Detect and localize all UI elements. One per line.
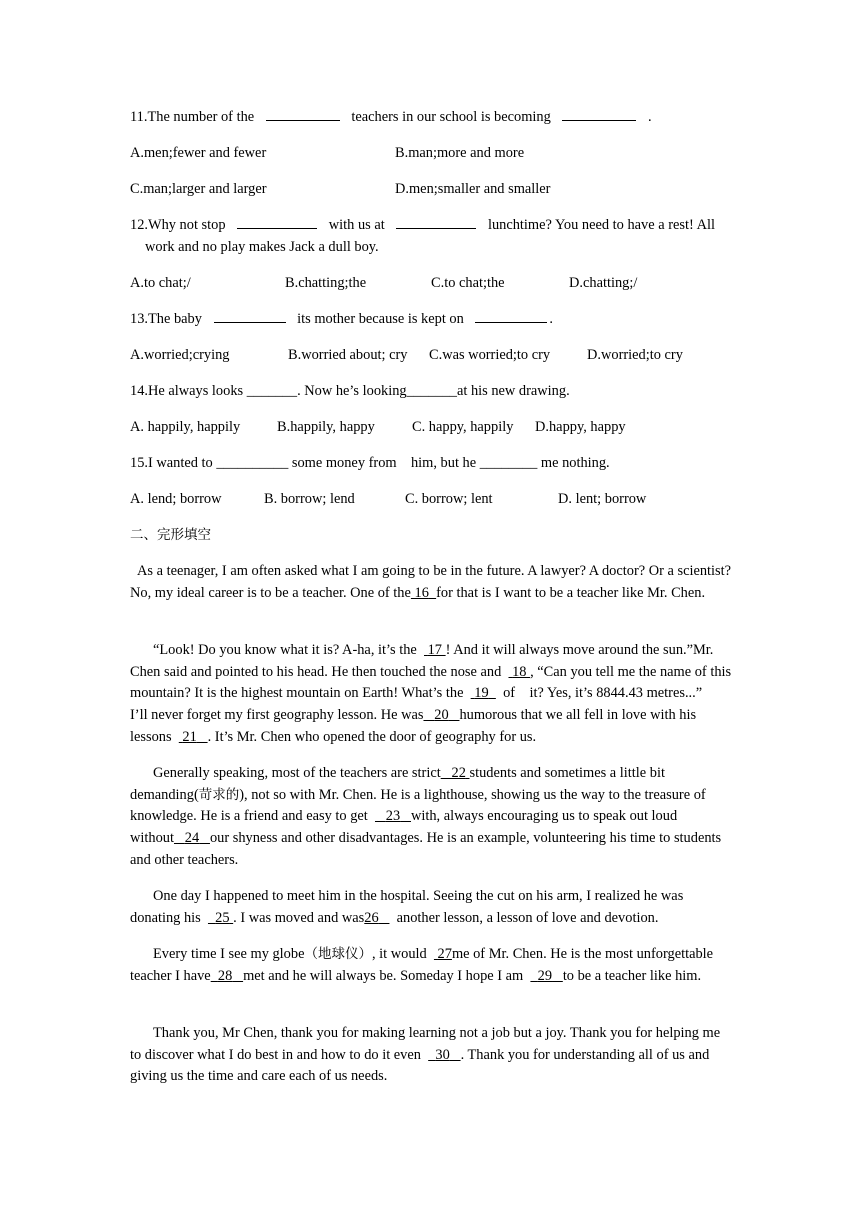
blank-25: 25 xyxy=(215,909,230,926)
q11-text-3: . xyxy=(648,109,652,125)
passage-paragraph-1: As a teenager, I am often asked what I am going to be in the future. A lawyer? A doctor? Or a scientist? No, my ideal career is to be a teacher. One of the 16 for that is I want to be a teacher like Mr. Chen. xyxy=(130,563,732,601)
q11-text-2: teachers in our school is becoming xyxy=(351,109,551,125)
q15-option-c: C. borrow; lent xyxy=(405,491,493,507)
q13-option-a: A.worried;crying xyxy=(130,347,230,363)
q14-option-b: B.happily, happy xyxy=(277,419,375,435)
q11-option-a: A.men;fewer and fewer xyxy=(130,145,267,161)
q14-option-a: A. happily, happily xyxy=(130,419,241,435)
q11-blank-2 xyxy=(562,106,636,121)
blank-21: 21 xyxy=(182,728,197,745)
passage-paragraph-3: Generally speaking, most of the teachers are strict 22 students and sometimes a little bit demanding(苛求的), not so with Mr. Chen. He is a lighthouse, showing us the way to the treasure of knowledge. He is a friend and easy to get 23 with, always encouraging us to speak out loud without 24 our shyness and other disadvantages. He is an example, volunteering his time to students and other teachers. xyxy=(130,765,722,868)
question-13 xyxy=(130,308,553,330)
q11-option-d: D.men;smaller and smaller xyxy=(395,181,551,197)
blank-16: 16 xyxy=(414,584,429,601)
q12-text-3: lunchtime? You need to have a rest! All xyxy=(487,217,715,233)
blank-17: 17 xyxy=(427,642,442,658)
blank-29: 29 xyxy=(537,967,553,984)
q11-option-c: C.man;larger and larger xyxy=(130,181,267,197)
question-15: 15.I wanted to __________ some money from him, but he ________ me nothing. xyxy=(130,455,610,471)
q12-option-a: A.to chat;/ xyxy=(130,275,191,291)
blank-22: 22 xyxy=(451,765,466,781)
q13-blank-2 xyxy=(475,308,547,323)
q13-option-d: D.worried;to cry xyxy=(587,347,683,363)
q11-text-1: 11.The number of the xyxy=(130,109,255,125)
blank-30: 30 xyxy=(435,1046,450,1063)
q14-option-d: D.happy, happy xyxy=(535,419,626,435)
q13-option-c: C.was worried;to cry xyxy=(429,347,551,363)
question-14: 14.He always looks _______. Now he’s looking_______at his new drawing. xyxy=(130,383,570,399)
passage-paragraph-5: Every time I see my globe（地球仪）, it would 27me of Mr. Chen. He is the most unforgettable teacher I have 28 met and he will always be. Someday I hope I am 29 to be a teacher like him. xyxy=(130,946,714,984)
q15-option-d: D. lent; borrow xyxy=(558,491,647,507)
q15-option-b: B. borrow; lend xyxy=(264,491,355,507)
passage-paragraph-2: “Look! Do you know what it is? A-ha, it’s the 17 ! And it will always move around the sun.”Mr. Chen said and pointed to his head. He then touched the nose and 18 , “Can you tell me the name of this mountain? It is the highest mountain on Earth! What’s the 19 of it? Yes, it’s 8844.43 metres...” I’ll never forget my first geography lesson. He was 20 humorous that we all fell in love with his lessons 21 . It’s Mr. Chen who opened the door of geography for us. xyxy=(130,642,732,745)
blank-18: 18 xyxy=(512,663,527,680)
blank-26: 26 xyxy=(364,909,379,926)
section-2-title: 二、完形填空 xyxy=(130,527,211,543)
blank-27: 27 xyxy=(437,946,452,962)
blank-28: 28 xyxy=(217,967,233,984)
blank-19: 19 xyxy=(474,685,489,702)
q13-text-2: its mother because is kept on xyxy=(297,311,464,327)
q12-blank-2 xyxy=(396,214,476,229)
q11-option-b: B.man;more and more xyxy=(395,145,525,161)
q14-option-c: C. happy, happily xyxy=(412,419,514,435)
q12-option-d: D.chatting;/ xyxy=(569,275,638,291)
q13-text-1: 13.The baby xyxy=(130,311,202,327)
q13-text-3: . xyxy=(549,311,554,327)
q11-blank-1 xyxy=(266,106,340,121)
blank-20: 20 xyxy=(434,707,449,724)
question-11 xyxy=(130,106,652,128)
q13-blank-1 xyxy=(214,308,286,323)
q12-text-4: work and no play makes Jack a dull boy. xyxy=(145,239,379,255)
question-12 xyxy=(130,214,715,236)
q13-option-b: B.worried about; cry xyxy=(288,347,408,363)
blank-23: 23 xyxy=(385,808,401,825)
passage-paragraph-6: Thank you, Mr Chen, thank you for making learning not a job but a joy. Thank you for helping me to discover what I do best in and how to do it even 30 . Thank you for understanding all of us and giving us the time and care each of us needs. xyxy=(130,1025,721,1085)
q12-blank-1 xyxy=(237,214,317,229)
q12-text-1: 12.Why not stop xyxy=(130,217,226,233)
q12-option-c: C.to chat;the xyxy=(431,275,505,291)
passage-paragraph-4: One day I happened to meet him in the hospital. Seeing the cut on his arm, I realized he was donating his 25 . I was moved and was26 another lesson, a lesson of love and devotion. xyxy=(130,888,684,926)
q12-text-2: with us at xyxy=(328,217,385,233)
q15-option-a: A. lend; borrow xyxy=(130,491,222,507)
blank-24: 24 xyxy=(184,830,200,847)
q12-option-b: B.chatting;the xyxy=(285,275,367,291)
